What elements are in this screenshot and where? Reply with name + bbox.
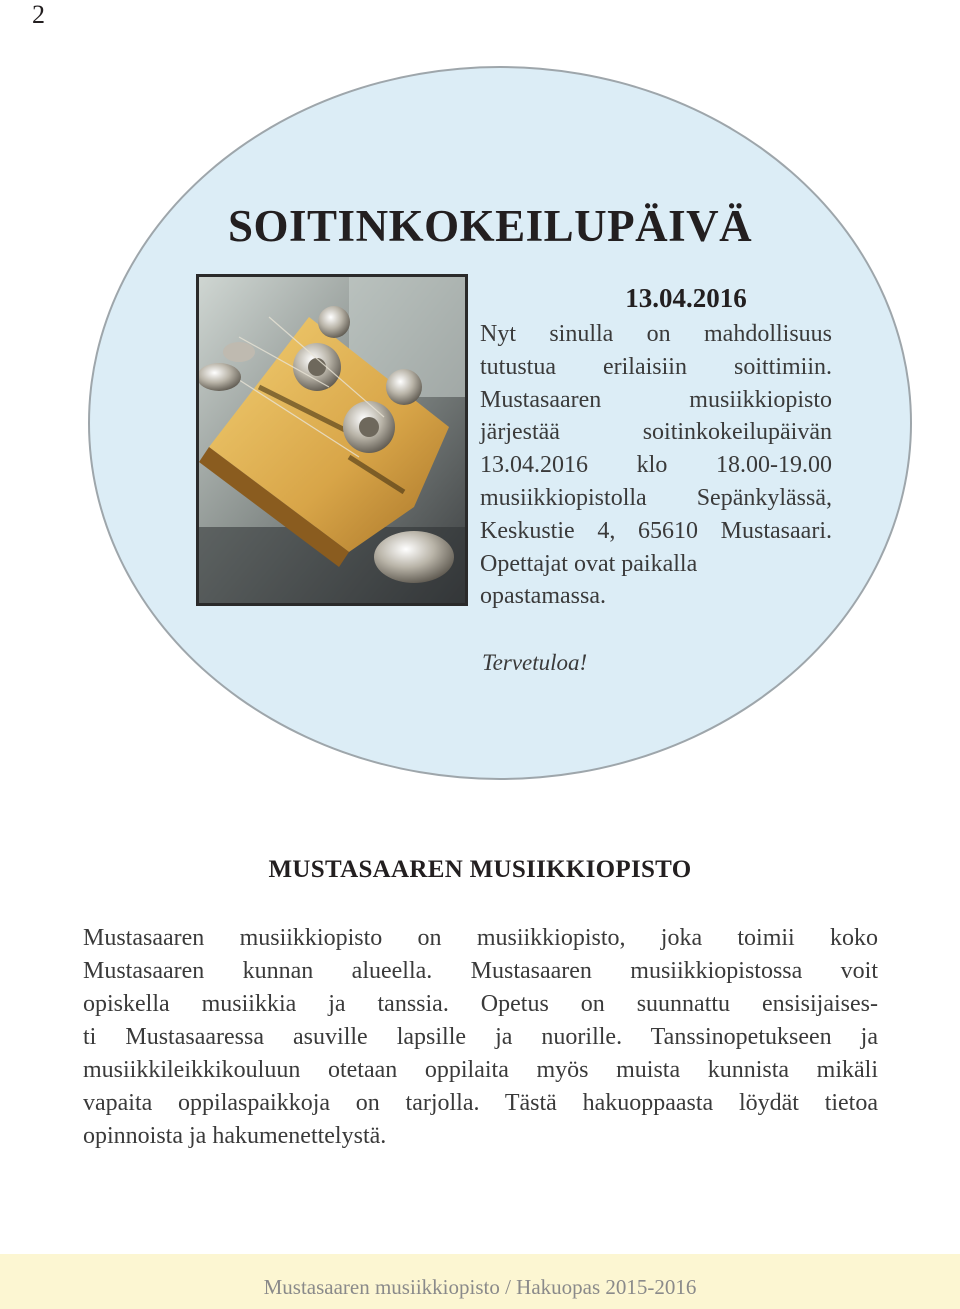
guitar-headstock-photo: [196, 274, 468, 606]
event-line: 13.04.2016 klo 18.00-19.00: [480, 452, 832, 479]
body-line: Mustasaaren musiikkiopisto on musiikkiopisto, joka toimii koko: [83, 925, 878, 951]
footer-text: Mustasaaren musiikkiopisto / Hakuopas 2015-2016: [263, 1275, 697, 1299]
event-line: Nyt sinulla on mahdollisuus: [480, 321, 832, 347]
event-title: SOITINKOKEILUPÄIVÄ: [228, 201, 753, 251]
body-line: opinnoista ja hakumenettelystä.: [83, 1123, 387, 1149]
event-line: opastamassa.: [480, 583, 606, 610]
event-date: 13.04.2016: [625, 283, 747, 313]
welcome-text: Tervetuloa!: [482, 650, 588, 675]
event-line: Opettajat ovat paikalla: [480, 550, 698, 577]
event-line: musiikkiopistolla Sepänkylässä,: [480, 484, 832, 511]
body-line: opiskella musiikkia ja tanssia. Opetus on suunnattu ensisijaises-: [83, 991, 878, 1017]
page-number: 2: [32, 0, 45, 29]
body-line: ti Mustasaaressa asuville lapsille ja nuorille. Tanssinopetukseen ja: [83, 1024, 878, 1050]
section-body: [83, 922, 878, 1153]
body-line: musiikkileikkikouluun otetaan oppilaita myös muista kunnista mikäli: [83, 1057, 878, 1083]
event-line: Keskustie 4, 65610 Mustasaari.: [480, 517, 832, 544]
event-line: tutustua erilaisiin soittimiin.: [480, 353, 832, 380]
event-line: järjestää soitinkokeilupäivän: [480, 419, 832, 446]
section-title: MUSTASAAREN MUSIIKKIOPISTO: [268, 856, 692, 883]
body-line: Mustasaaren kunnan alueella. Mustasaaren musiikkiopistossa voit: [83, 958, 878, 984]
event-info: [480, 283, 832, 613]
body-line: vapaita oppilaspaikkoja on tarjolla. Tästä hakuoppaasta löydät tietoa: [83, 1090, 878, 1116]
event-description: [480, 318, 832, 613]
event-line: Mustasaaren musiikkiopisto: [480, 386, 832, 413]
